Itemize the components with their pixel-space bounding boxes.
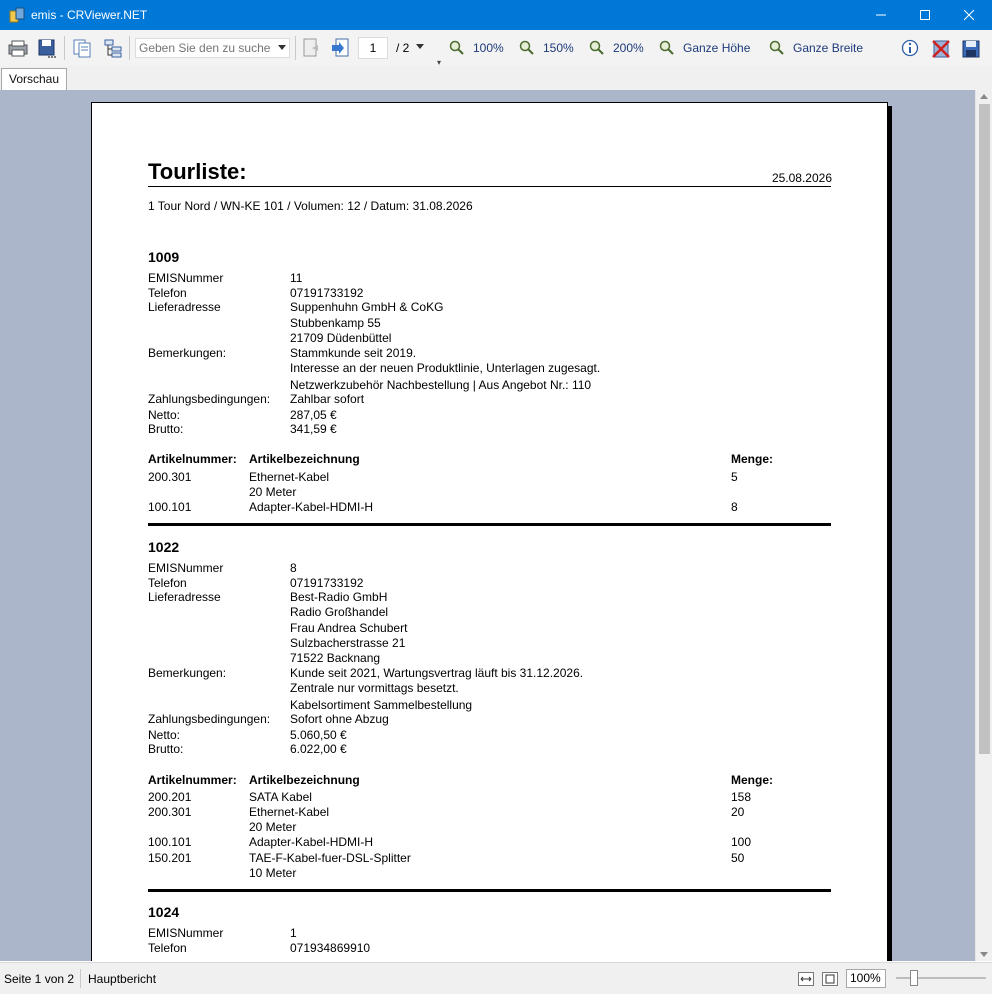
vertical-scrollbar[interactable]: [975, 90, 992, 961]
col-header-name: Artikelbezeichnung: [249, 773, 360, 787]
field-value: 6.022,00 €: [290, 742, 347, 756]
zoom-150-label: 150%: [543, 41, 574, 55]
print-icon[interactable]: [7, 37, 29, 59]
close-icon: [964, 10, 974, 20]
field-value: 1: [290, 926, 297, 940]
article-nr: 200.201: [148, 790, 192, 804]
minimize-button[interactable]: [858, 0, 904, 30]
field-value: 341,59 €: [290, 422, 337, 436]
article-qty: 5: [731, 470, 738, 484]
field-value: Zentrale nur vormittags besetzt.: [290, 681, 459, 695]
article-sub: 10 Meter: [249, 866, 297, 880]
article-nr: 150.201: [148, 851, 192, 865]
group-tree-icon[interactable]: [102, 37, 124, 59]
zoom-full-width-button[interactable]: [769, 36, 863, 60]
customer-id: 1022: [148, 539, 180, 555]
zoom-full-width-label: Ganze Breite: [793, 41, 864, 55]
page-dropdown-icon[interactable]: [416, 44, 424, 49]
field-value: Frau Andrea Schubert: [290, 621, 408, 635]
field-value: Netzwerkzubehör Nachbestellung | Aus Angebot Nr.: 110: [290, 378, 592, 392]
field-value: Best-Radio GmbH: [290, 590, 388, 604]
page-total: / 2: [396, 41, 410, 55]
close-button[interactable]: [946, 0, 992, 30]
field-value: Radio Großhandel: [290, 605, 389, 619]
title-underline: [148, 186, 831, 187]
window-title: emis - CRViewer.NET: [31, 8, 148, 22]
article-name: SATA Kabel: [249, 790, 312, 804]
field-label: Brutto:: [148, 422, 184, 436]
zoom-icon: [449, 40, 465, 56]
field-label: Lieferadresse: [148, 300, 221, 314]
zoom-full-height-button[interactable]: [659, 36, 750, 60]
article-name: Adapter-Kabel-HDMI-H: [249, 500, 374, 514]
article-name: Ethernet-Kabel: [249, 470, 330, 484]
field-value: Kunde seit 2021, Wartungsvertrag läuft bis 31.12.2026.: [290, 666, 584, 680]
field-label: Telefon: [148, 941, 187, 955]
zoom-100-label: 100%: [473, 41, 504, 55]
maximize-button[interactable]: [902, 0, 948, 30]
search-input[interactable]: [136, 39, 274, 57]
customer-id: 1009: [148, 249, 180, 265]
field-label: Lieferadresse: [148, 590, 221, 604]
field-value: 21709 Düdenbüttel: [290, 331, 392, 345]
field-value: Kabelsortiment Sammelbestellung: [290, 698, 473, 712]
fit-width-icon[interactable]: [798, 972, 814, 986]
article-qty: 100: [731, 835, 752, 849]
zoom-150-button[interactable]: [519, 36, 574, 60]
field-value: Sofort ohne Abzug: [290, 712, 389, 726]
current-page-input[interactable]: [358, 37, 388, 59]
article-nr: 100.101: [148, 835, 192, 849]
page-status: Seite 1 von 2: [4, 972, 75, 986]
info-icon[interactable]: [901, 39, 919, 57]
scroll-up-icon[interactable]: [980, 94, 988, 99]
field-value: 07191733192: [290, 286, 364, 300]
article-qty: 8: [731, 500, 738, 514]
scroll-thumb[interactable]: [979, 104, 990, 754]
col-header-qty: Menge:: [731, 773, 773, 787]
field-value: 071934869910: [290, 941, 371, 955]
article-qty: 158: [731, 790, 752, 804]
report-name: Hauptbericht: [88, 972, 157, 986]
fit-page-icon[interactable]: [822, 972, 838, 986]
search-dropdown-icon[interactable]: [278, 45, 286, 50]
article-qty: 50: [731, 851, 745, 865]
article-qty: 20: [731, 805, 745, 819]
field-value: 5.060,50 €: [290, 728, 347, 742]
report-date: 25.08.2026: [771, 171, 832, 185]
save-icon[interactable]: [961, 39, 981, 59]
article-name: Ethernet-Kabel: [249, 805, 330, 819]
field-value: 11: [290, 271, 303, 285]
report-title: Tourliste:: [148, 159, 247, 184]
field-label: Zahlungsbedingungen:: [148, 392, 271, 406]
field-label: Bemerkungen:: [148, 346, 227, 360]
close-report-icon[interactable]: [931, 39, 951, 59]
article-nr: 200.301: [148, 470, 192, 484]
scroll-down-icon[interactable]: [980, 952, 988, 957]
field-value: 07191733192: [290, 576, 364, 590]
zoom-icon: [659, 40, 675, 56]
col-header-name: Artikelbezeichnung: [249, 452, 360, 466]
export-icon[interactable]: [36, 37, 58, 59]
copy-icon[interactable]: [71, 37, 93, 59]
field-label: Netto:: [148, 728, 181, 742]
field-value: Sulzbacherstrasse 21: [290, 636, 406, 650]
maximize-icon: [920, 10, 930, 20]
field-value: Zahlbar sofort: [290, 392, 365, 406]
minimize-icon: [876, 10, 886, 20]
field-label: Netto:: [148, 408, 181, 422]
previous-page-icon[interactable]: [300, 37, 322, 59]
col-header-nr: Artikelnummer:: [148, 773, 237, 787]
title-bar: [0, 0, 992, 30]
field-label: EMISNummer: [148, 561, 224, 575]
field-value: Interesse an der neuen Produktlinie, Unterlagen zugesagt.: [290, 361, 601, 375]
field-label: Telefon: [148, 576, 187, 590]
field-value: Suppenhuhn GmbH & CoKG: [290, 300, 444, 314]
overflow-icon[interactable]: ▾: [437, 57, 442, 67]
status-bar: [0, 962, 992, 994]
field-label: Telefon: [148, 286, 187, 300]
tab-vorschau[interactable]: Vorschau: [1, 68, 67, 91]
zoom-200-button[interactable]: [589, 36, 644, 60]
customer-id: 1024: [148, 904, 180, 920]
zoom-200-label: 200%: [613, 41, 644, 55]
zoom-100-button[interactable]: [449, 36, 504, 60]
col-header-qty: Menge:: [731, 452, 773, 466]
zoom-icon: [589, 40, 605, 56]
field-value: 8: [290, 561, 297, 575]
app-icon: [8, 6, 26, 24]
field-value: 71522 Backnang: [290, 651, 381, 665]
article-nr: 100.101: [148, 500, 192, 514]
article-sub: 20 Meter: [249, 485, 297, 499]
tab-strip: [0, 66, 992, 91]
field-value: Stubbenkamp 55: [290, 316, 381, 330]
field-label: Bemerkungen:: [148, 666, 227, 680]
tour-info: 1 Tour Nord / WN-KE 101 / Volumen: 12 / Datum: 31.08.2026: [148, 199, 473, 213]
current-page-value: 1: [369, 41, 377, 55]
article-sub: 20 Meter: [249, 820, 297, 834]
article-name: TAE-F-Kabel-fuer-DSL-Splitter: [249, 851, 411, 865]
col-header-nr: Artikelnummer:: [148, 452, 237, 466]
report-page: [91, 102, 888, 961]
next-page-icon[interactable]: [330, 37, 352, 59]
zoom-icon: [519, 40, 535, 56]
report-viewer: [0, 90, 975, 961]
toolbar: [0, 30, 992, 67]
search-field[interactable]: [135, 38, 290, 58]
article-name: Adapter-Kabel-HDMI-H: [249, 835, 374, 849]
field-label: EMISNummer: [148, 271, 224, 285]
field-label: Zahlungsbedingungen:: [148, 712, 271, 726]
field-value: 287,05 €: [290, 408, 337, 422]
article-nr: 200.301: [148, 805, 192, 819]
zoom-slider-handle[interactable]: [910, 970, 918, 986]
field-label: Brutto:: [148, 742, 184, 756]
zoom-icon: [769, 40, 785, 56]
section-divider: [148, 889, 831, 892]
field-value: Stammkunde seit 2019.: [290, 346, 417, 360]
zoom-full-height-label: Ganze Höhe: [683, 41, 751, 55]
section-divider: [148, 523, 831, 526]
zoom-level[interactable]: 100%: [846, 969, 886, 988]
field-label: EMISNummer: [148, 926, 224, 940]
zoom-slider[interactable]: [896, 977, 986, 979]
